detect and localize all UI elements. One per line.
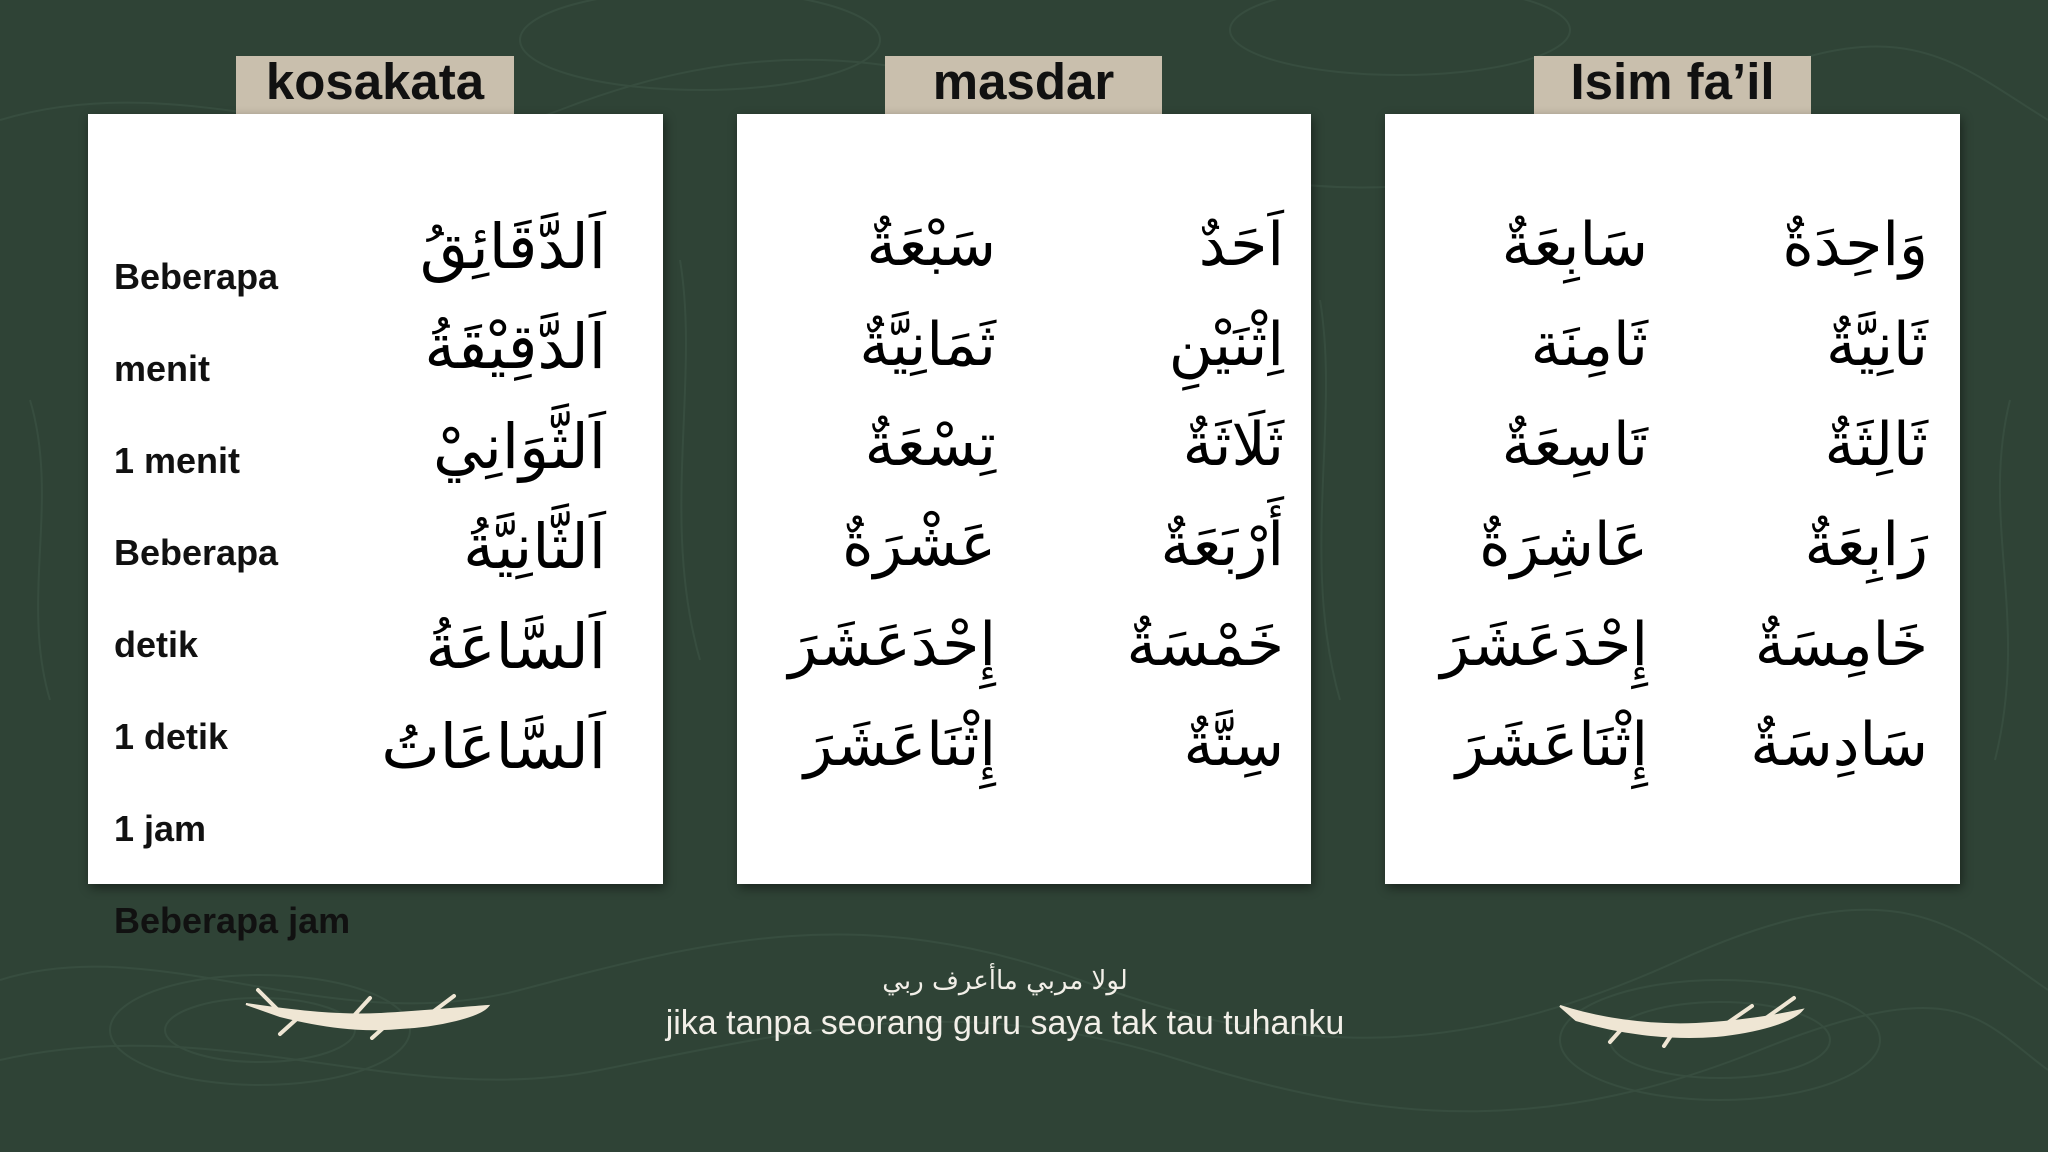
isim-fail-word: سَابِعَةٌ bbox=[1501, 210, 1648, 280]
footer-arabic-quote: لولا مربي ماأعرف ربي bbox=[882, 966, 1128, 996]
isim-fail-word: ثَامِنَة bbox=[1530, 310, 1648, 380]
masdar-word: تِسْعَةٌ bbox=[864, 410, 996, 480]
masdar-word: اَحَدٌ bbox=[1198, 210, 1284, 280]
masdar-word: خَمْسَةٌ bbox=[1126, 610, 1284, 680]
footer-translation: jika tanpa seorang guru saya tak tau tuhanku bbox=[665, 1004, 1345, 1042]
tab-isim-fail-label: Isim fa’il bbox=[1570, 53, 1775, 110]
isim-fail-word: ثَالِثَةٌ bbox=[1824, 410, 1928, 480]
tab-masdar-label: masdar bbox=[932, 53, 1115, 110]
isim-fail-word: عَاشِرَةٌ bbox=[1479, 510, 1648, 580]
isim-fail-word: إِحْدَعَشَرَ bbox=[1440, 610, 1648, 680]
masdar-word: أَرْبَعَةٌ bbox=[1160, 510, 1284, 580]
masdar-word: إِثْنَاعَشَرَ bbox=[803, 710, 996, 780]
kosakata-meaning: 1 detik bbox=[114, 716, 229, 757]
kosakata-arabic-word: اَلثَّانِيَّةُ bbox=[463, 510, 606, 583]
masdar-word: سَبْعَةٌ bbox=[866, 210, 996, 280]
kosakata-meaning: Beberapa bbox=[114, 256, 279, 297]
kosakata-meaning: 1 menit bbox=[114, 440, 241, 481]
kosakata-meaning: menit bbox=[114, 348, 211, 389]
kosakata-arabic-word: اَلسَّاعَةُ bbox=[425, 610, 606, 683]
isim-fail-word: ثَانِيَّةٌ bbox=[1826, 310, 1928, 380]
kosakata-meaning: Beberapa bbox=[114, 532, 279, 573]
isim-fail-word: تَاسِعَةٌ bbox=[1501, 410, 1648, 480]
masdar-word: اِثْنَيْنِ bbox=[1168, 310, 1284, 380]
kosakata-arabic-word: اَلدَّقَائِقُ bbox=[419, 210, 606, 283]
isim-fail-word: خَامِسَةٌ bbox=[1754, 610, 1928, 680]
isim-fail-word: وَاحِدَةٌ bbox=[1782, 210, 1928, 280]
tab-kosakata-label: kosakata bbox=[265, 53, 485, 110]
masdar-word: سِتَّةٌ bbox=[1183, 710, 1284, 780]
isim-fail-word: إِثْنَاعَشَرَ bbox=[1455, 710, 1648, 780]
kosakata-arabic-word: اَلثَّوَانِيْ bbox=[432, 410, 606, 483]
kosakata-arabic-word: اَلسَّاعَاتُ bbox=[381, 710, 606, 783]
isim-fail-word: سَادِسَةٌ bbox=[1750, 710, 1928, 780]
kosakata-arabic-word: اَلدَّقِيْقَةُ bbox=[424, 310, 606, 383]
masdar-word: إِحْدَعَشَرَ bbox=[788, 610, 996, 680]
masdar-word: ثَمَانِيَّةٌ bbox=[859, 310, 996, 380]
masdar-word: عَشْرَةٌ bbox=[842, 510, 996, 580]
kosakata-meaning: 1 jam bbox=[114, 808, 207, 849]
kosakata-meaning: detik bbox=[114, 624, 199, 665]
isim-fail-word: رَابِعَةٌ bbox=[1804, 510, 1928, 580]
kosakata-meaning: Beberapa jam bbox=[114, 900, 351, 941]
masdar-word: ثَلَاثَةٌ bbox=[1182, 410, 1284, 480]
